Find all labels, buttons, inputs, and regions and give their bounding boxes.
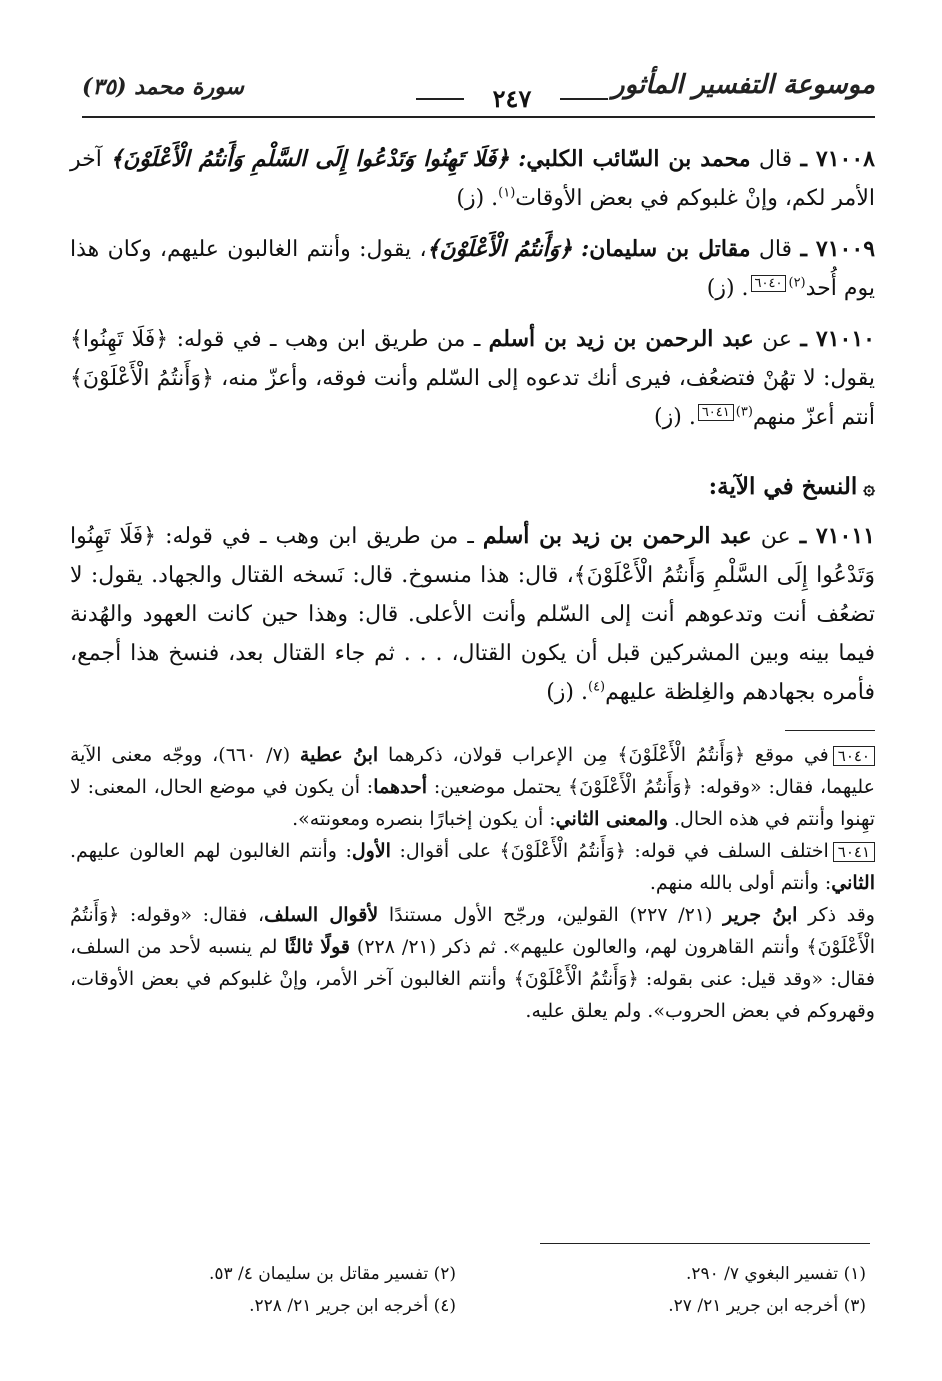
narrator-name: عبد الرحمن بن زيد بن أسلم	[482, 523, 752, 549]
narration-number: ٧١٠١١ ـ	[799, 523, 875, 549]
narration-intro: عن	[751, 524, 800, 549]
ornament-right	[560, 98, 608, 100]
surah-name: سورة محمد (٣٥)	[82, 74, 244, 100]
note-text: (٧/ ٦٦٠)، ووجّه معنى الآية عليهما، فقال: «وقوله: ﴿وَأَنتُمُ الْأَعْلَوْنَ﴾ يحتمل موضعين:	[70, 744, 876, 798]
footnote-4: (٤) أخرجه ابن جرير ٢١/ ٢٢٨.	[249, 1296, 456, 1316]
narration-71011	[70, 517, 875, 712]
footnote-ref: (٣)	[735, 404, 753, 420]
footnote-2: (٢) تفسير مقاتل بن سليمان ٤/ ٥٣.	[208, 1264, 456, 1284]
narration-text: يقول: لا تهُنْ فتضعُف، فيرى أنك تدعوه إلى السّلم وأنت فوقه، وأعزّ منه، ﴿وَأَنتُمُ الْأَعْلَوْنَ﴾ أنتم أعزّ منهم	[70, 366, 875, 430]
note-bold: والمعنى الثاني	[555, 808, 668, 830]
note-text: لم ينسبه لأحد من السلف، فقال: «وقد قيل: عنى بقوله: ﴿وَأَنتُمُ الْأَعْلَوْنَ﴾ وأنتم الغالبون آخر الأمر، وإنْ غلبوكم في بعض الأوقات، وقهروكم في بعض الحروب». ولم يعلق عليه.	[70, 936, 875, 1022]
section-heading-text: النسخ في الآية:	[708, 473, 858, 500]
quran-verse: ـ من طريق ابن وهب ـ في قوله: ﴿فَلَا تَهِنُوا وَتَدْعُوا إِلَى السَّلْمِ وَأَنتُمُ الْأَعْلَوْنَ﴾	[70, 524, 876, 588]
note-bold: الثاني	[831, 872, 875, 894]
footnote-ref: (٤)	[587, 679, 606, 695]
note-number-box: ٦٠٤١	[833, 842, 875, 862]
note-text: وقد ذكر	[797, 904, 875, 926]
header-divider	[82, 116, 875, 118]
note-bold: قولًا ثالثًا	[284, 936, 350, 958]
note-text: : وأنتم الغالبون لهم العالون عليهم.	[70, 840, 352, 862]
narration-number: ٧١٠٠٩ ـ	[800, 236, 876, 262]
narration-intro: قال	[750, 147, 801, 172]
quran-verse: ـ من طريق ابن وهب ـ في قوله: ﴿فَلَا تَهِنُوا﴾	[70, 327, 489, 352]
narration-text: ، قال: هذا منسوخ. قال: نَسخه القتال والجهاد. يقول: لا تضعُف أنت وتدعوهم أنت إلى السّلم وأنت الأعلى. قال: وهذا حين كانت العهود والهُدنة فيما بينه وبين المشركين قبل أن يكون القتال، . . . ثم جاء القتال بعد، فنسخ هذا أجمع، فأمره بجهادهم والغِلظة عليهم	[70, 563, 875, 705]
narration-71010	[70, 320, 875, 437]
footnote-ref: (٢)	[788, 275, 806, 291]
note-bold: أحدهما	[373, 776, 427, 798]
note-bold: ابنُ عطية	[299, 744, 379, 766]
note-bold: لأقوال السلف	[264, 904, 379, 926]
narration-intro: عن	[753, 327, 801, 352]
narrator-name: محمد بن السّائب الكلبي	[526, 146, 751, 172]
narration-number: ٧١٠٠٨ ـ	[800, 146, 875, 172]
book-title: موسوعة التفسير المأثور	[612, 70, 875, 100]
narrator-name: عبد الرحمن بن زيد بن أسلم	[488, 326, 754, 352]
narration-end: . (ز)	[456, 186, 499, 211]
editor-note-6041	[70, 835, 875, 899]
narration-end: . (ز)	[546, 680, 588, 705]
narrator-name: مقاتل بن سليمان	[589, 236, 751, 262]
note-text: في موقع ﴿وَأَنتُمُ الْأَعْلَوْنَ﴾ مِن الإعراب قولان، ذكرهما	[378, 744, 829, 766]
footnote-3: (٣) أخرجه ابن جرير ٢١/ ٢٧.	[668, 1296, 866, 1316]
footnote-ref: (١)	[498, 185, 516, 201]
editor-note-6040	[70, 739, 875, 835]
note-bold: ابنُ جرير	[723, 904, 798, 926]
note-bold: الأول	[351, 840, 391, 862]
narration-end: . (ز)	[706, 276, 749, 301]
quran-verse: : ﴿وَأَنتُمُ الْأَعْلَوْنَ﴾	[426, 236, 590, 262]
section-heading	[70, 467, 875, 507]
narration-71008	[70, 140, 875, 218]
note-text: : أن يكون في موضع الحال، المعنى: لا تهِنوا وأنتم في هذه الحال.	[70, 776, 875, 830]
note-number-box: ٦٠٤٠	[833, 746, 875, 766]
note-text: : وأنتم أولى بالله منهم.	[649, 872, 832, 894]
note-text: ، فقال: «وقوله: ﴿وَأَنتُمُ الْأَعْلَوْنَ﴾ وأنتم القاهرون لهم، والعالون عليهم». ثم ذكر (٢١/ ٢٢٨)	[70, 904, 875, 958]
narration-text: ، يقول: وأنتم الغالبون عليهم، وكان هذا يوم أُحد	[70, 237, 875, 301]
narration-number: ٧١٠١٠ ـ	[800, 326, 875, 352]
footnotes-divider	[540, 1243, 870, 1244]
editor-note-continued	[70, 899, 875, 1027]
narration-intro: قال	[750, 237, 801, 262]
page-number-block	[412, 84, 612, 114]
note-text: اختلف السلف في قوله: ﴿وَأَنتُمُ الْأَعْلَوْنَ﴾ على أقوال:	[390, 840, 829, 862]
note-ref-box: ٦٠٤٠	[751, 275, 787, 292]
notes-divider	[785, 730, 875, 731]
narration-text: آخر الأمر لكم، وإنْ غلبوكم في بعض الأوقات	[70, 147, 875, 211]
note-text: : أن يكون إخبارًا بنصره ومعونته».	[292, 808, 556, 830]
note-text: (٢١/ ٢٢٧) القولين، ورجّح الأول مستندًا	[378, 904, 724, 926]
star-icon: ۞	[863, 475, 875, 499]
narration-end: . (ز)	[654, 405, 696, 430]
quran-verse: : ﴿فَلَا تَهِنُوا وَتَدْعُوا إِلَى السَّلْمِ وَأَنتُمُ الْأَعْلَوْنَ﴾	[110, 146, 527, 172]
page-number: ٢٤٧	[492, 84, 532, 113]
main-text	[70, 140, 875, 1027]
page-header	[82, 62, 875, 118]
footnote-1: (١) تفسير البغوي ٧/ ٢٩٠.	[685, 1264, 866, 1284]
narration-71009	[70, 230, 875, 308]
note-ref-box: ٦٠٤١	[698, 404, 734, 421]
